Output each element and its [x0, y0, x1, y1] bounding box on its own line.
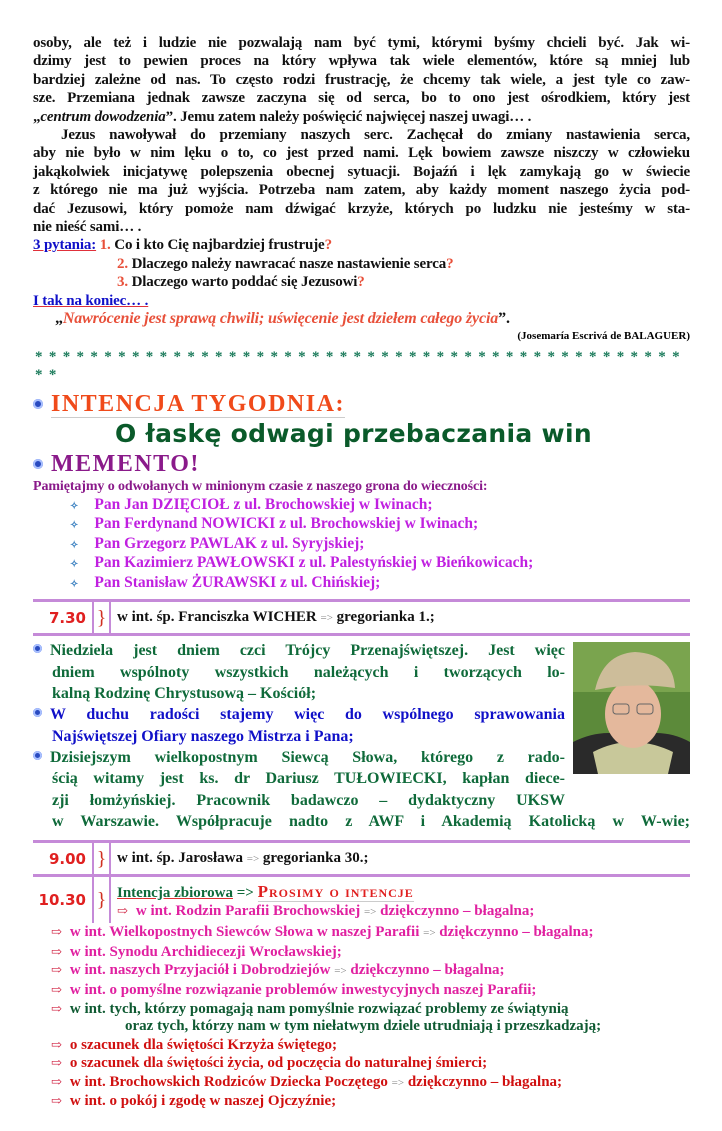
- diamond-icon: ✧: [70, 520, 79, 532]
- brace: }: [96, 847, 107, 870]
- memento-item: [70, 515, 690, 535]
- mass-row-900: [33, 840, 690, 874]
- intention-title: INTENCJA TYGODNIA:: [51, 390, 345, 417]
- intention-suffix: dziękczynno – błagalna;: [380, 903, 535, 920]
- news-line: kalną Rodzinę Chrystusową – Kościół;: [52, 685, 317, 703]
- intention-suffix: gregorianka 1.;: [336, 609, 435, 626]
- italic-phrase: centrum dowodzenia: [40, 108, 166, 125]
- memento-name: Pan Jan DZIĘCIOŁ z ul. Brochowskiej w Iwinach;: [94, 495, 433, 513]
- diamond-icon: ✧: [70, 539, 79, 551]
- memento-item: [70, 496, 690, 516]
- question-1: [33, 236, 690, 254]
- mass-row-1030: [33, 874, 690, 923]
- quote-mark: ”.: [498, 310, 510, 328]
- question-number: 3.: [117, 274, 128, 291]
- intention-item: [51, 961, 690, 981]
- text-line: dzimy jest to pewien proces na który wpływa tak wiele elementów, które są mniej lub: [33, 53, 690, 70]
- arrow-right-icon: ⇨: [51, 1093, 62, 1109]
- collective-intention-header: [117, 883, 690, 902]
- text-line: osoby, ale też i ludzie nie pozwalają nam być tymi, którymi byśmy chcieli być. Jak wi-: [33, 35, 690, 51]
- text-line: jakąkolwiek inicjatywę polepszenia obecnej sytuacji. Bojaźń i lęk zamykają go w świecie: [33, 163, 690, 180]
- arrow-right-icon: ⇨: [51, 1055, 62, 1071]
- intention-list: [33, 923, 690, 1111]
- text-line: sze. Przemiana jednak zawsze zaczyna się od serca, bo to ono jest ośrodkiem, który jest: [33, 90, 690, 107]
- intention-item: [117, 902, 690, 921]
- request-intentions: Prosimy o intencje: [257, 882, 414, 902]
- text-line: nie nieść sami… .: [33, 219, 142, 236]
- memento-title: MEMENTO!: [51, 450, 200, 477]
- question-text: Co i kto Cię najbardziej frustruje: [114, 237, 325, 254]
- arrow: =>: [334, 965, 347, 978]
- quote-author: (Josemaría Escrivá de BALAGUER): [517, 329, 690, 342]
- text-line: aby nie było w nim lęku o to, co jest przed nami. Lęk bowiem zawsze niszczy w człowieku: [33, 145, 690, 162]
- quote-mark: „: [55, 310, 63, 328]
- questions-label: 3 pytania:: [33, 237, 97, 254]
- intention-suffix: gregorianka 30.;: [262, 850, 369, 867]
- closing-label-line: [33, 292, 690, 310]
- quote: [33, 310, 690, 328]
- question-2: [33, 255, 690, 273]
- question-mark: ?: [324, 237, 332, 254]
- arrow-right-icon: ⇨: [51, 1000, 62, 1016]
- text-line: dać Jezusowi, który pomoże nam dźwigać krzyże, których po ludzku nie jesteśmy w sta-: [33, 200, 690, 217]
- arrow-right-icon: ⇨: [51, 1073, 62, 1089]
- memento-item: [70, 535, 690, 555]
- memento-item: [70, 554, 690, 574]
- bullet-icon: [33, 459, 43, 469]
- news-line: dniem wspólnoty wszystkich należących i tworzących lo-: [52, 663, 565, 681]
- mass-time-900: 9.00: [48, 849, 86, 868]
- intention-text: w int. o pokój i zgodę w naszej Ojczyźnie;: [69, 1093, 337, 1110]
- brace: }: [96, 889, 107, 912]
- intention-item: [51, 923, 690, 943]
- diamond-icon: ✧: [70, 500, 79, 512]
- quote-mark: „: [33, 108, 41, 125]
- text-line: bardziej zależne od nas. To często rodzi frustrację, że chcemy tak wiele, a jest tyle co zaw-: [33, 71, 690, 88]
- intention-text: w int. tych, którzy pomagają nam pomyślnie rozwiązać problemy ze świątynią: [69, 1000, 569, 1017]
- collective-label: Intencja zbiorowa: [117, 885, 233, 902]
- bullet-icon: [33, 644, 42, 653]
- news-text: Niedziela jest dniem czci Trójcy Przenajświętszej. Jest więc: [50, 642, 565, 660]
- closing-label: I tak na koniec… .: [33, 292, 149, 309]
- arrow-right-icon: ⇨: [51, 981, 62, 997]
- news-text: W duchu radości stajemy więc do wspólnego sprawowania: [50, 706, 565, 724]
- question-number: 2.: [117, 255, 128, 272]
- mass-time-730: 7.30: [48, 608, 86, 627]
- news-line: w Warszawie. Współpracuje nadto z AWF i Akademią Katolicką w W-wie;: [52, 812, 690, 830]
- bullet-icon: [33, 399, 43, 409]
- diamond-icon: ✧: [70, 559, 79, 571]
- text-line: Jezus nawoływał do przemiany naszych serc. Zachęcał do zmiany nastawienia serca,: [61, 127, 690, 144]
- brace: }: [96, 606, 107, 629]
- intention-text: O łaskę odwagi przebaczania win: [115, 418, 592, 448]
- arrow-right-icon: ⇨: [51, 943, 62, 959]
- intention-text: w int. Brochowskich Rodziców Dziecka Poczętego: [69, 1073, 388, 1090]
- news-line: Najświętszej Ofiary naszego Mistrza i Pana;: [52, 727, 354, 745]
- reflection-text: [33, 34, 690, 344]
- intention-text: w int. Rodzin Parafii Brochowskiej: [135, 903, 361, 920]
- text-line: z którego nie ma już wyjścia. Potrzeba nam zatem, aby każdy moment naszego życia pod-: [33, 182, 690, 199]
- memento-name: Pan Ferdynand NOWICKI z ul. Brochowskiej w Iwinach;: [94, 515, 479, 533]
- mass-intention-730: [117, 608, 690, 627]
- intention-text: w int. o pomyślne rozwiązanie problemów inwestycyjnych naszej Parafii;: [69, 981, 537, 998]
- intention-text: o szacunek dla świętości Krzyża świętego;: [69, 1036, 337, 1053]
- question-3: [33, 273, 690, 291]
- question-mark: ?: [446, 255, 454, 272]
- text: ”. Jemu zatem należy poświęcić najwięcej naszej uwagi… .: [165, 108, 532, 125]
- bullet-icon: [33, 751, 42, 760]
- intention-item: [51, 943, 690, 962]
- question-text: Dlaczego warto poddać się Jezusowi: [131, 274, 358, 291]
- intention-item: [51, 981, 690, 1000]
- arrow: =>: [320, 612, 333, 625]
- arrow: =>: [236, 885, 254, 902]
- intention-text: w int. Wielkopostnych Siewców Słowa w naszej Parafii: [69, 924, 420, 941]
- arrow: =>: [246, 853, 260, 866]
- star-divider: * * * * * * * * * * * * * * * * * * * * * * * * * * * * * * * * * * * * * * * * * * * * * * * * *: [35, 348, 681, 383]
- priest-photo: [573, 642, 690, 774]
- arrow-right-icon: ⇨: [117, 903, 128, 919]
- intention-continuation: oraz tych, którzy nam w tym niełatwym dziele utrudniają i przeszkadzają;: [125, 1018, 602, 1035]
- arrow: =>: [391, 1076, 405, 1089]
- memento-intro: Pamiętajmy o odwołanych w minionym czasie z naszego grona do wieczności:: [33, 478, 488, 494]
- intention-item: [51, 1073, 690, 1093]
- news-line: ścią witamy jest ks. dr Dariusz TUŁOWIECKI, kapłan diece-: [52, 770, 565, 788]
- memento-heading: [33, 450, 690, 478]
- quote-text: Nawrócenie jest sprawą chwili; uświęcenie jest dziełem całego życia: [62, 310, 499, 328]
- intention-text: o szacunek dla świętości życia, od poczęcia do naturalnej śmierci;: [69, 1055, 488, 1072]
- arrow-right-icon: ⇨: [51, 962, 62, 978]
- announcements: [33, 640, 690, 832]
- news-line: zji łomżyńskiej. Pracownik badawczo – dydaktyczny UKSW: [52, 791, 565, 809]
- intention-item: [51, 1036, 690, 1055]
- intention-suffix: dziękczynno – błagalna;: [439, 924, 594, 941]
- intention-text: w int. śp. Jarosława: [117, 850, 243, 867]
- memento-name: Pan Stanisław ŻURAWSKI z ul. Chińskiej;: [94, 573, 381, 591]
- arrow-right-icon: ⇨: [51, 924, 62, 940]
- intention-item: [51, 1054, 690, 1073]
- arrow: =>: [363, 906, 377, 919]
- intention-heading: [33, 390, 690, 418]
- question-number: 1.: [99, 237, 111, 254]
- memento-name: Pan Grzegorz PAWLAK z ul. Syryjskiej;: [94, 534, 365, 552]
- news-text: Dzisiejszym wielkopostnym Siewcą Słowa, którego z rado-: [50, 748, 565, 766]
- intention-suffix: dziękczynno – błagalna;: [350, 962, 505, 979]
- memento-item: [70, 574, 690, 594]
- intention-text: w int. Synodu Archidiecezji Wrocławskiej;: [69, 943, 342, 960]
- question-text: Dlaczego należy nawracać nasze nastawienie serca: [131, 255, 447, 272]
- arrow: =>: [423, 927, 436, 940]
- intention-item: [51, 1092, 690, 1111]
- bullet-icon: [33, 708, 42, 717]
- intention-text: w int. śp. Franciszka WICHER: [117, 609, 317, 626]
- memento-list: [33, 496, 690, 594]
- intention-item: [51, 1000, 690, 1019]
- mass-intention-900: [117, 849, 690, 868]
- mass-row-730: [33, 599, 690, 636]
- intention-text: w int. naszych Przyjaciół i Dobrodziejów: [69, 962, 331, 979]
- question-mark: ?: [357, 274, 365, 291]
- mass-time-1030: 10.30: [38, 891, 86, 910]
- arrow-right-icon: ⇨: [51, 1036, 62, 1052]
- intention-suffix: dziękczynno – błagalna;: [407, 1073, 563, 1090]
- diamond-icon: ✧: [70, 578, 79, 590]
- memento-name: Pan Kazimierz PAWŁOWSKI z ul. Palestyńskiej w Bieńkowicach;: [94, 554, 534, 572]
- text-line: [33, 108, 690, 126]
